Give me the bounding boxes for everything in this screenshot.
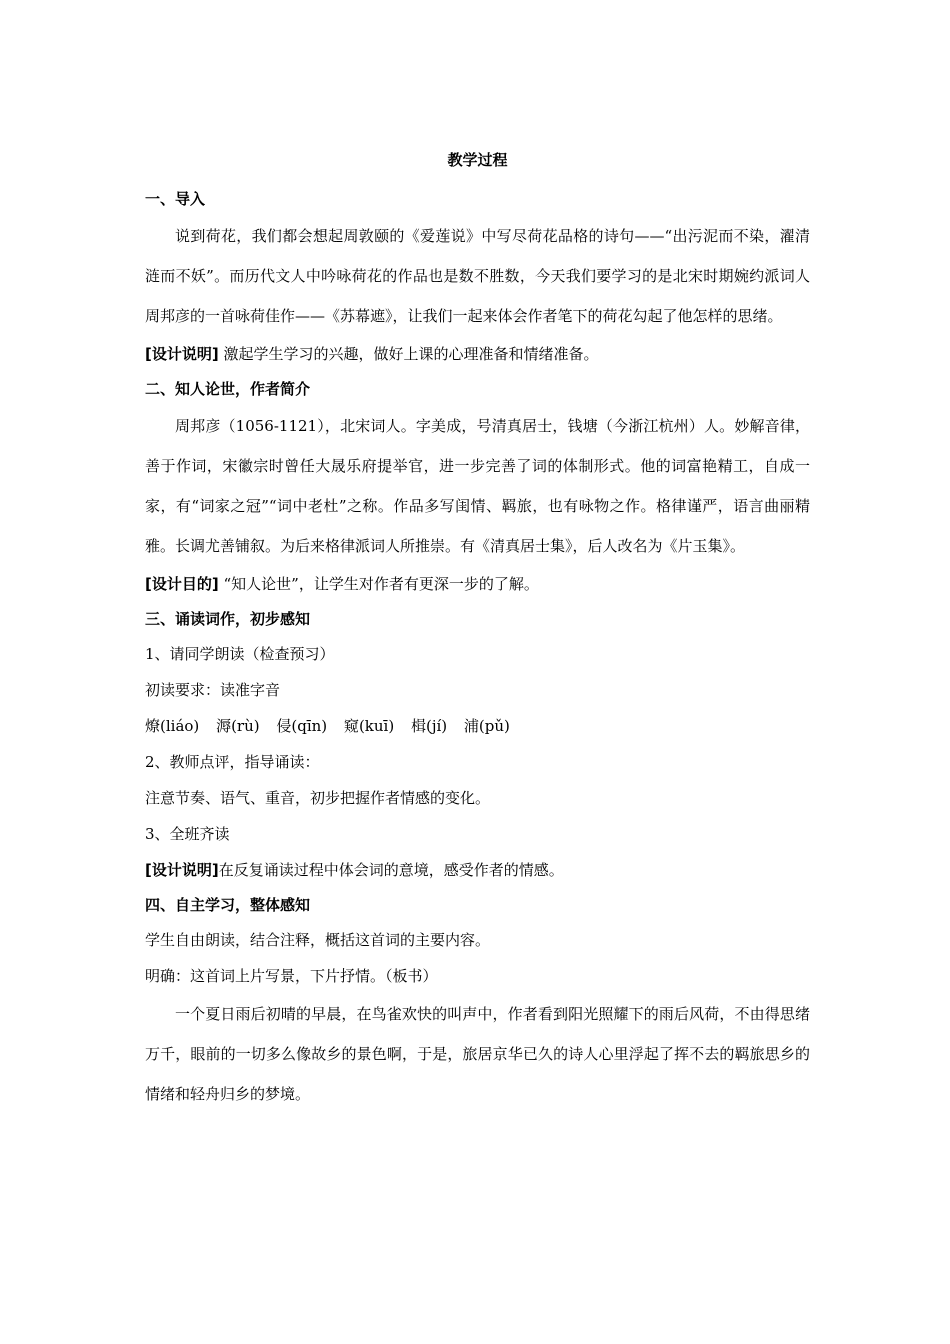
section-3-item-1-requirement: 初读要求：读准字音 — [145, 681, 281, 699]
section-1-paragraph: 说到荷花，我们都会想起周敦颐的《爱莲说》中写尽荷花品格的诗句——“出污泥而不染，濯清涟而不妖”。而历代文人中吟咏荷花的作品也是数不胜数，今天我们要学习的是北宋时期婉约派词人周邦彦的一首咏荷佳作——《苏幕遮》，让我们一起来体会作者笔下的荷花勾起了他怎样的思绪。 — [145, 227, 810, 325]
section-4-line-2: 明确：这首词上片写景，下片抒情。（板书） — [145, 967, 438, 985]
pinyin-item: 浦(pǔ) — [463, 717, 510, 735]
pinyin-item: 侵(qīn) — [276, 717, 328, 735]
section-1-heading: 一、导入 — [145, 190, 206, 208]
section-3-note — [145, 852, 810, 888]
document-body — [145, 150, 810, 1114]
pinyin-item: 溽(rù) — [216, 717, 260, 735]
section-4-line-1: 学生自由朗读，结合注释，概括这首词的主要内容。 — [145, 931, 491, 949]
design-note-label: [设计说明] — [145, 345, 219, 363]
pinyin-item: 窥(kuī) — [343, 717, 395, 735]
section-3-item-1: 1、请同学朗读（检查预习） — [145, 645, 335, 663]
section-3-item-3: 3、全班齐读 — [145, 825, 230, 843]
section-4-paragraph: 一个夏日雨后初晴的早晨，在鸟雀欢快的叫声中，作者看到阳光照耀下的雨后风荷，不由得思绪万千，眼前的一切多么像故乡的景色啊，于是，旅居京华已久的诗人心里浮起了挥不去的羁旅思乡的情绪和轻舟归乡的梦境。 — [145, 1005, 810, 1103]
section-3-heading: 三、诵读词作，初步感知 — [145, 610, 311, 628]
section-4-heading: 四、自主学习，整体感知 — [145, 896, 311, 914]
design-purpose-label: [设计目的] — [145, 575, 219, 593]
section-2-note — [145, 566, 810, 602]
design-note-label: [设计说明] — [145, 861, 219, 879]
section-3-item-2-text: 注意节奏、语气、重音，初步把握作者情感的变化。 — [145, 789, 491, 807]
document-title: 教学过程 — [447, 151, 508, 169]
section-3-item-2: 2、教师点评，指导诵读： — [145, 753, 320, 771]
section-2-paragraph: 周邦彦（1056-1121），北宋词人。字美成，号清真居士，钱塘（今浙江杭州）人。妙解音律，善于作词，宋徽宗时曾任大晟乐府提举官，进一步完善了词的体制形式。他的词富艳精工，自成一家，有“词家之冠”“词中老杜”之称。作品多写闺情、羁旅，也有咏物之作。格律谨严，语言曲丽精雅。长调尤善铺叙。为后来格律派词人所推崇。有《清真居士集》，后人改名为《片玉集》。 — [145, 417, 810, 555]
section-2-heading: 二、知人论世，作者简介 — [145, 380, 311, 398]
design-note-text: 在反复诵读过程中体会词的意境，感受作者的情感。 — [218, 861, 564, 879]
section-1-note — [145, 336, 810, 372]
pinyin-list — [145, 708, 810, 744]
pinyin-item: 燎(liáo) — [145, 717, 200, 735]
design-note-text: 激起学生学习的兴趣，做好上课的心理准备和情绪准备。 — [218, 345, 599, 363]
pinyin-item: 楫(jí) — [410, 717, 448, 735]
design-purpose-text: “知人论世”，让学生对作者有更深一步的了解。 — [218, 575, 539, 593]
